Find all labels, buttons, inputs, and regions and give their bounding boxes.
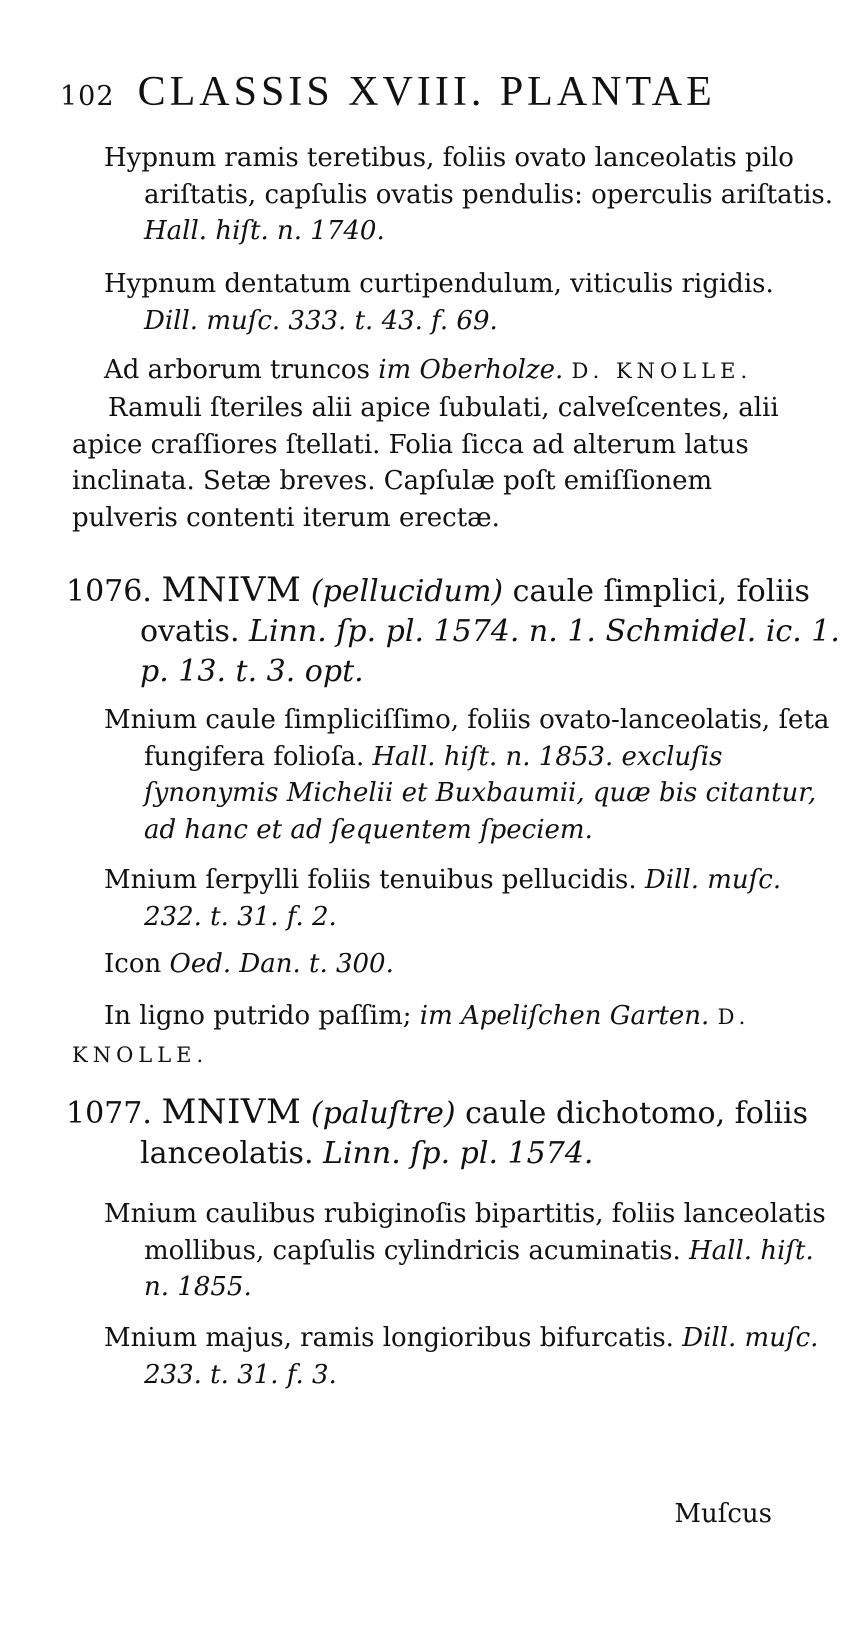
genus-name: MNIVM (161, 570, 302, 610)
synonym-text: Hypnum dentatum curtipendulum, viticulis rigidis. (104, 269, 774, 299)
locality-entry (104, 352, 834, 390)
citation: Linn. ſp. pl. 1574. n. 1. Schmidel. ic. 1. p. 13. t. 3. opt. (140, 614, 840, 689)
genus-name: MNIVM (161, 1092, 302, 1132)
citation: Dill. muſc. 232. t. 31. f. 2. (144, 865, 782, 932)
species-number: 1077. (66, 1096, 152, 1131)
synonym-text: Hypnum ramis teretibus, foliis ovato lanceolatis pilo ariſtatis, capſulis ovatis pendulis: operculis ariſtatis. (104, 143, 833, 210)
running-title: CLASSIS XVIII. PLANTAE (137, 69, 716, 115)
synonym-entry (104, 266, 834, 339)
citation: Hall. hiſt. n. 1853. excluſis ſynonymis Michelii et Buxbaumii, quæ bis citantur, ad hanc et ad ſequentem ſpeciem. (144, 741, 817, 845)
page-number: 102 (60, 81, 115, 112)
citation: Linn. ſp. pl. 1574. (323, 1136, 594, 1171)
synonym-entry (104, 1196, 834, 1306)
catchword: Muſcus (674, 1499, 772, 1529)
synonym-entry (104, 140, 834, 250)
species-1077 (66, 1092, 850, 1174)
species-diagnosis: caule ſimplici, foliis ovatis. (140, 574, 810, 649)
citation: Hall. hiſt. n. 1855. (144, 1235, 814, 1302)
locality-text: Ad arborum truncos (104, 355, 370, 385)
locality-name: im Oberholze. (378, 355, 564, 385)
locality-entry (72, 998, 794, 1073)
synonym-text: Mnium majus, ramis longioribus bifurcatis. (104, 1323, 674, 1353)
synonym-entry (104, 1320, 834, 1393)
citation: Dill. muſc. 233. t. 31. f. 3. (144, 1323, 819, 1390)
icon-label: Icon (104, 949, 162, 979)
running-header (60, 68, 716, 116)
species-number: 1076. (66, 574, 152, 609)
citation: Hall. hiſt. n. 1740. (144, 216, 385, 246)
synonym-text: Mnium caule ſimpliciſſimo, foliis ovato-lanceolatis, ſeta fungifera folioſa. (104, 705, 830, 772)
species-1076 (66, 570, 850, 692)
species-epithet: (pellucidum) (310, 574, 504, 609)
description-paragraph: Ramuli ſteriles alii apice ſubulati, calveſcentes, alii apice craſſiores ſtellati. Folia ſicca ad alterum latus inclinata. Setæ breves. Capſulæ poſt emiſſionem pulveris contenti iterum erectæ. (72, 393, 779, 533)
icon-entry (104, 946, 834, 983)
citation: Dill. muſc. 333. t. 43. f. 69. (144, 305, 498, 336)
synonym-text: Mnium ſerpylli foliis tenuibus pellucidis. (104, 865, 637, 895)
locality-text: In ligno putrido paſſim; (104, 1001, 412, 1031)
locality-name: im Apeliſchen Garten. (419, 1001, 710, 1031)
synonym-entry (104, 862, 834, 935)
species-diagnosis: caule dichotomo, foliis lanceolatis. (140, 1096, 808, 1171)
citation: Oed. Dan. t. 300. (169, 949, 394, 979)
synonym-entry (104, 702, 834, 848)
synonym-text: Mnium caulibus rubiginoſis bipartitis, foliis lanceolatis mollibus, capſulis cylindricis acuminatis. (104, 1199, 826, 1266)
species-epithet: (paluſtre) (310, 1096, 456, 1131)
collector: D. KNOLLE. (571, 359, 753, 383)
collector: D. KNOLLE. (72, 1005, 751, 1067)
